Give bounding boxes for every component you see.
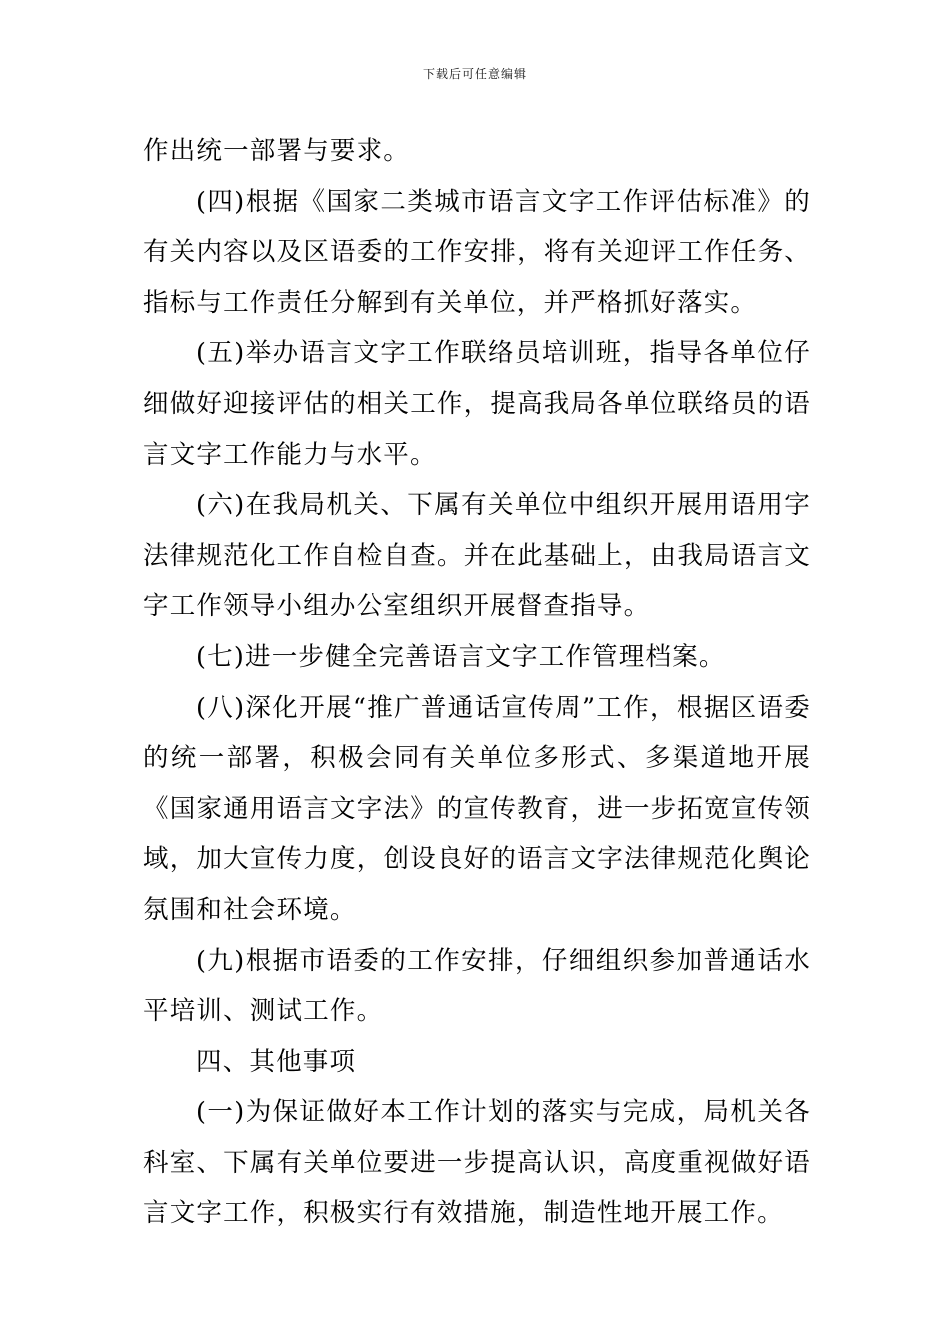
page-header: 下载后可任意编辑 bbox=[422, 67, 527, 81]
paragraph-other-1: (一)为保证做好本工作计划的落实与完成，局机关各科室、下属有关单位要进一步提高认识，高度重视做好语言文字工作，积极实行有效措施，制造性地开展工作。 bbox=[143, 1097, 811, 1229]
paragraph-item-8: (八)深化开展“推广普通话宣传周”工作，根据区语委的统一部署，积极会同有关单位多形式、多渠道地开展《国家通用语言文字法》的宣传教育，进一步拓宽宣传领域，加大宣传力度，创设良好的语言文字法律规范化舆论氛围和社会环境。 bbox=[143, 692, 811, 925]
paragraph-item-7: (七)进一步健全完善语言文字工作管理档案。 bbox=[196, 641, 726, 672]
document-body bbox=[143, 126, 811, 1239]
paragraph-item-9: (九)根据市语委的工作安排，仔细组织参加普通话水平培训、测试工作。 bbox=[143, 945, 811, 1027]
section-heading: 四、其他事项 bbox=[196, 1046, 357, 1077]
paragraph-item-4: (四)根据《国家二类城市语言文字工作评估标准》的有关内容以及区语委的工作安排，将有关迎评工作任务、指标与工作责任分解到有关单位，并严格抓好落实。 bbox=[143, 186, 811, 318]
paragraph-item-5: (五)举办语言文字工作联络员培训班，指导各单位仔细做好迎接评估的相关工作，提高我局各单位联络员的语言文字工作能力与水平。 bbox=[143, 338, 811, 470]
paragraph-item-6: (六)在我局机关、下属有关单位中组织开展用语用字法律规范化工作自检自查。并在此基础上，由我局语言文字工作领导小组办公室组织开展督查指导。 bbox=[143, 490, 811, 622]
paragraph-continuation: 作出统一部署与要求。 bbox=[143, 136, 411, 166]
